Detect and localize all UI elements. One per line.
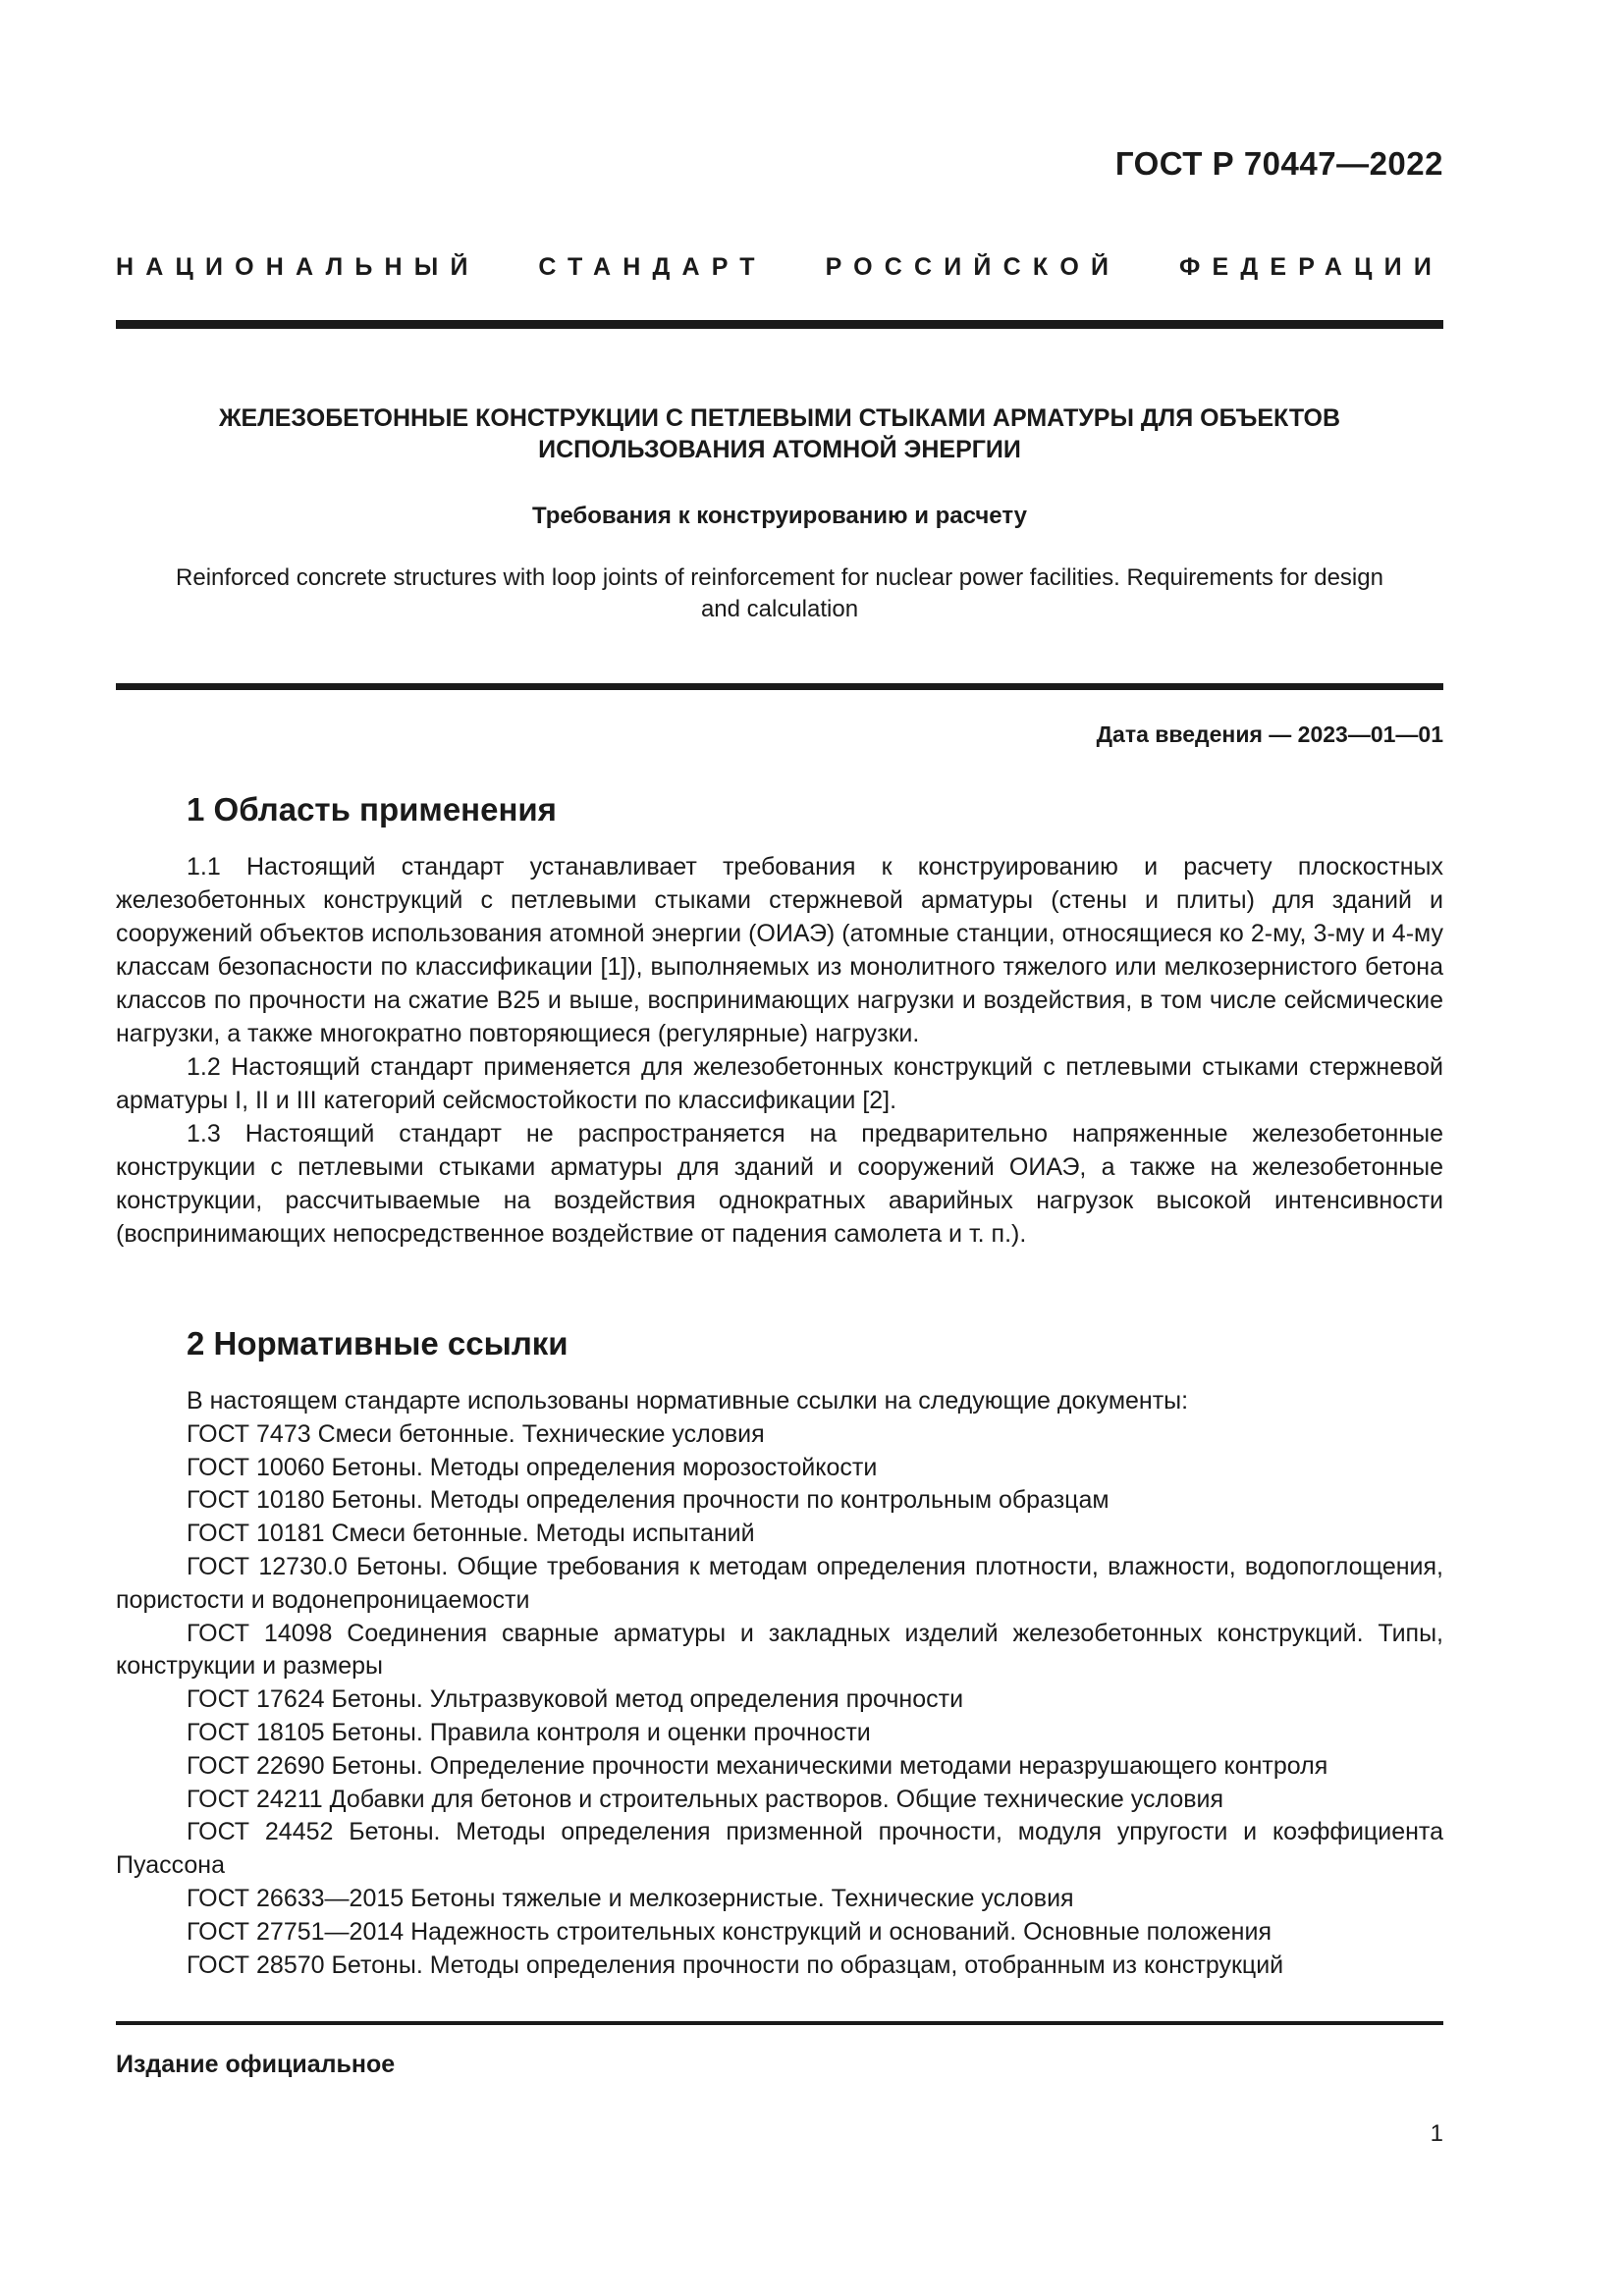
title-bottom-rule [116,683,1443,690]
reference-item: ГОСТ 28570 Бетоны. Методы определения прочности по образцам, отобранным из конструкций [187,1950,1284,1979]
paragraph-1-3: 1.3 Настоящий стандарт не распространяется на предварительно напряженные железобетонные конструкции с петлевыми стыками арматуры для зданий и сооружений ОИАЭ, а также на железобетонные конструкции, рассчитываемые на воздействия однократных аварийных нагрузок высокой интенсивности (воспринимающих непосредственное воздействие от падения самолета и т. п.). [116,1120,1443,1248]
reference-item: ГОСТ 26633—2015 Бетоны тяжелые и мелкозернистые. Технические условия [187,1884,1074,1912]
national-standard-label: НАЦИОНАЛЬНЫЙ СТАНДАРТ РОССИЙСКОЙ ФЕДЕРАЦИИ [116,253,1443,281]
reference-item: ГОСТ 24211 Добавки для бетонов и строительных растворов. Общие технические условия [187,1785,1224,1813]
section-1-heading: 1 Область применения [187,791,557,828]
reference-item: ГОСТ 10180 Бетоны. Методы определения прочности по контрольным образцам [187,1486,1110,1515]
normative-references [116,1385,1443,1982]
reference-item: ГОСТ 24452 Бетоны. Методы определения призменной прочности, модуля упругости и коэффициента Пуассона [116,1818,1443,1880]
paragraph-1-2: 1.2 Настоящий стандарт применяется для железобетонных конструкций с петлевыми стыками стержневой арматуры I, II и III категорий сейсмостойкости по классификации [2]. [116,1053,1443,1114]
top-rule [116,320,1443,329]
introduction-date: Дата введения — 2023—01—01 [1096,721,1443,747]
reference-item: ГОСТ 12730.0 Бетоны. Общие требования к методам определения плотности, влажности, водопоглощения, пористости и водонепроницаемости [116,1552,1443,1614]
english-title-line-1: Reinforced concrete structures with loop joints of reinforcement for nuclear power facilities. Requirements for design [176,564,1383,591]
title-line-1: ЖЕЛЕЗОБЕТОННЫЕ КОНСТРУКЦИИ С ПЕТЛЕВЫМИ СТЫКАМИ АРМАТУРЫ ДЛЯ ОБЪЕКТОВ [218,404,1341,432]
references-intro: В настоящем стандарте использованы нормативные ссылки на следующие документы: [187,1387,1189,1415]
section-1-body [116,850,1443,1251]
english-title-line-2: and calculation [700,596,859,622]
title-line-2: ИСПОЛЬЗОВАНИЯ АТОМНОЙ ЭНЕРГИИ [538,436,1021,463]
reference-item: ГОСТ 18105 Бетоны. Правила контроля и оценки прочности [187,1718,871,1746]
document-title [116,402,1443,465]
english-title [137,562,1422,625]
document-subtitle: Требования к конструированию и расчету [531,503,1028,529]
reference-item: ГОСТ 14098 Соединения сварные арматуры и закладных изделий железобетонных конструкций. Типы, конструкции и размеры [116,1619,1443,1681]
gost-code: ГОСТ Р 70447—2022 [1114,145,1443,182]
reference-item: ГОСТ 22690 Бетоны. Определение прочности механическими методами неразрушающего контроля [187,1751,1328,1780]
reference-item: ГОСТ 17624 Бетоны. Ультразвуковой метод определения прочности [187,1685,964,1714]
footer-rule [116,2021,1443,2025]
reference-item: ГОСТ 7473 Смеси бетонные. Технические условия [187,1419,765,1448]
section-2-heading: 2 Нормативные ссылки [187,1325,568,1362]
reference-item: ГОСТ 27751—2014 Надежность строительных конструкций и оснований. Основные положения [187,1917,1272,1946]
official-edition-label: Издание официальное [116,2051,396,2078]
reference-item: ГОСТ 10060 Бетоны. Методы определения морозостойкости [187,1453,878,1481]
paragraph-1-1: 1.1 Настоящий стандарт устанавливает требования к конструированию и расчету плоскостных железобетонных конструкций с петлевыми стыками стержневой арматуры (стены и плиты) для зданий и сооружений объектов использования атомной энергии (ОИАЭ) (атомные станции, относящиеся ко 2-му, 3-му и 4-му классам безопасности по классификации [1]), выполняемых из монолитного тяжелого или мелкозернистого бетона классов по прочности на сжатие В25 и выше, воспринимающих нагрузки и воздействия, в том числе сейсмические нагрузки, а также многократно повторяющиеся (регулярные) нагрузки. [116,853,1443,1047]
page-number: 1 [1430,2120,1443,2147]
reference-item: ГОСТ 10181 Смеси бетонные. Методы испытаний [187,1520,755,1548]
